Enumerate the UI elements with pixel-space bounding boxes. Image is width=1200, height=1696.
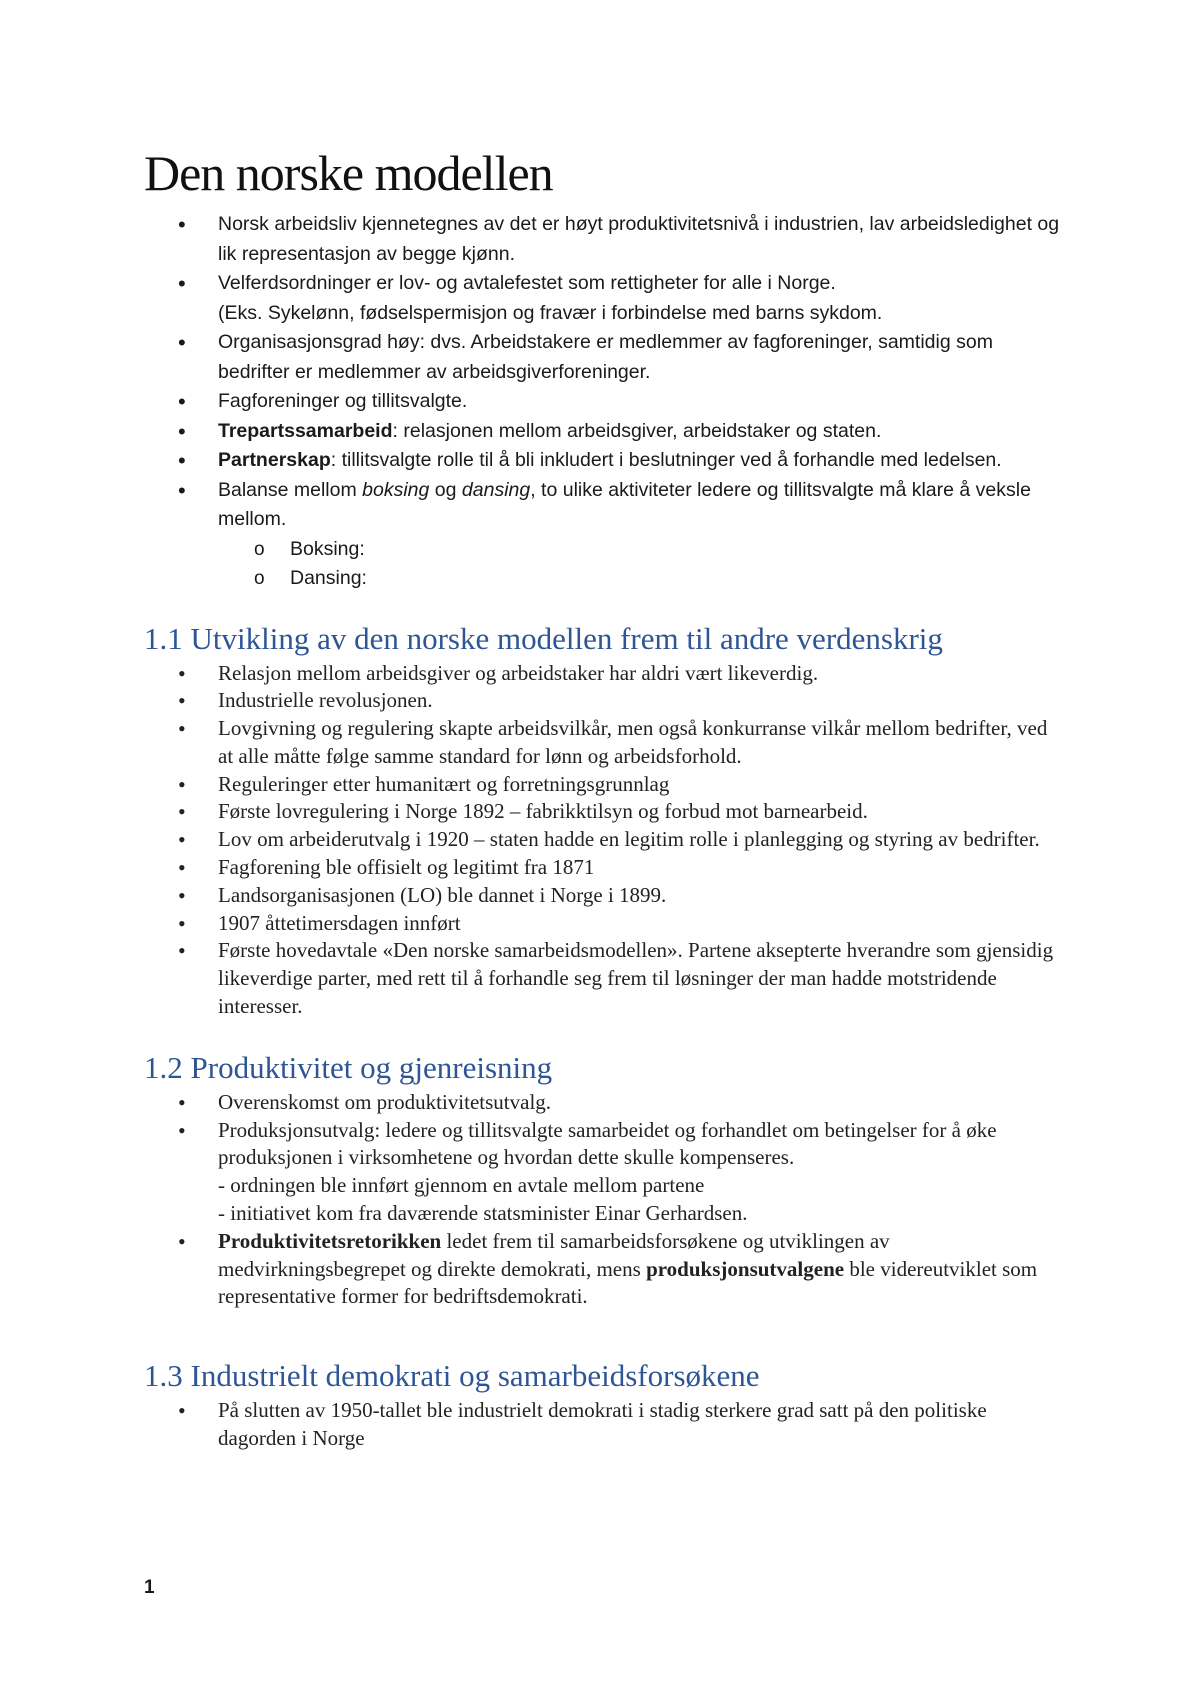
list-item-text: Norsk arbeidsliv kjennetegnes av det er høyt produktivitetsnivå i industrien, lav arbeidsledighet og lik representasjon av begge kjønn. [218, 213, 1060, 265]
list-item-text: og [429, 478, 462, 501]
term-bold: Partnerskap [218, 449, 331, 471]
document-title: Den norske modellen [144, 145, 553, 201]
list-item-text: Fagforeninger og tillitsvalgte. [218, 390, 468, 412]
list-item [218, 446, 1064, 476]
term-italic: dansing [461, 478, 531, 501]
list-item: • 1907 åttetimersdagen innført [218, 910, 1064, 938]
list-item [218, 328, 1064, 387]
list-item-text: • Produksjonsutvalg: ledere og tillitsvalgte samarbeidet og forhandlet om betingelser for å øke produksjonen i virksomhetene og hvordan dette skulle kompenseres. [218, 1117, 997, 1170]
page-number: 1 [144, 1577, 155, 1598]
term-italic: boksing [362, 478, 430, 501]
list-item: • Lov om arbeiderutvalg i 1920 – staten hadde en legitim rolle i planlegging og styring av bedrifter. [218, 826, 1064, 854]
list-item: • På slutten av 1950-tallet ble industrielt demokrati i stadig sterkere grad satt på den politiske dagorden i Norge [218, 1397, 1064, 1453]
section-heading: 1.2 Produktivitet og gjenreisning [144, 1049, 553, 1085]
list-item-text: : tillitsvalgte rolle til å bli inkludert i beslutninger ved å forhandle med ledelsen. [330, 449, 1002, 471]
list-item [218, 417, 1064, 447]
list-item-text: (Eks. Sykelønn, fødselspermisjon og fravær i forbindelse med barns sykdom. [218, 301, 883, 324]
section-heading: 1.1 Utvikling av den norske modellen frem til andre verdenskrig [144, 620, 943, 656]
list-item-text: • Velferdsordninger er lov- og avtalefestet som rettigheter for alle i Norge. [218, 272, 836, 294]
section2-bullet-list [144, 1089, 1064, 1311]
list-item-text: : relasjonen mellom arbeidsgiver, arbeidstaker og staten. [392, 419, 882, 442]
list-item: • Reguleringer etter humanitært og forretningsgrunnlag [218, 771, 1064, 799]
list-item: • Fagforening ble offisielt og legitimt fra 1871 [218, 854, 1064, 882]
sub-list [218, 535, 1064, 594]
list-item-text: ble videreutviklet som representative former for bedriftsdemokrati. [218, 1256, 1038, 1309]
list-item [218, 387, 1064, 417]
list-item [218, 1228, 1064, 1311]
sub-list-item-text: Boksing: [290, 537, 365, 560]
term-bold: produksjonsutvalgene [646, 1256, 845, 1281]
list-item: • Industrielle revolusjonen. [218, 687, 1064, 715]
list-item [218, 1117, 1064, 1228]
list-item: • Lovgivning og regulering skapte arbeidsvilkår, men også konkurranse vilkår mellom bedrifter, ved at alle måtte følge samme standard for lønn og arbeidsforhold. [218, 715, 1064, 771]
list-item-text: Balanse mellom [218, 478, 363, 501]
list-item [218, 210, 1064, 269]
list-item: • Landsorganisasjonen (LO) ble dannet i Norge i 1899. [218, 882, 1064, 910]
list-item: • Første lovregulering i Norge 1892 – fabrikktilsyn og forbud mot barnearbeid. [218, 798, 1064, 826]
list-item: • Overenskomst om produktivitetsutvalg. [218, 1089, 1064, 1117]
list-item-text: - initiativet kom fra daværende statsminister Einar Gerhardsen. [218, 1201, 748, 1226]
list-item: • Relasjon mellom arbeidsgiver og arbeidstaker har aldri vært likeverdig. [218, 660, 1064, 688]
sub-list-item-text: Dansing: [290, 567, 367, 589]
term-bold: Trepartssamarbeid [218, 419, 393, 442]
list-item-text: Organisasjonsgrad høy: dvs. Arbeidstakere er medlemmer av fagforeninger, samtidig som bedrifter er medlemmer av arbeidsgiverforeninger. [218, 331, 993, 383]
list-item [218, 476, 1064, 594]
document-page [144, 140, 1064, 1453]
section3-bullet-list [144, 1397, 1064, 1453]
section1-bullet-list [144, 660, 1064, 1021]
intro-bullet-list [144, 210, 1064, 594]
list-item-text: , to ulike aktiviteter ledere og tillitsvalgte må klare å veksle mellom. [218, 478, 1031, 530]
list-item-text: - ordningen ble innført gjennom en avtale mellom partene [218, 1173, 705, 1198]
section-heading: 1.3 Industrielt demokrati og samarbeidsforsøkene [144, 1358, 760, 1394]
sub-list-item [290, 564, 1064, 594]
sub-list-item [290, 535, 1064, 565]
term-bold: Produktivitetsretorikken [218, 1228, 442, 1253]
list-item: • Første hovedavtale «Den norske samarbeidsmodellen». Partene aksepterte hverandre som gjensidig likeverdige parter, med rett til å forhandle seg frem til løsninger der man hadde motstridende interesser. [218, 937, 1064, 1020]
list-item-text: ledet frem til samarbeidsforsøkene og utviklingen av medvirkningsbegrepet og direkte demokrati, mens [218, 1228, 890, 1281]
list-item [218, 269, 1064, 328]
